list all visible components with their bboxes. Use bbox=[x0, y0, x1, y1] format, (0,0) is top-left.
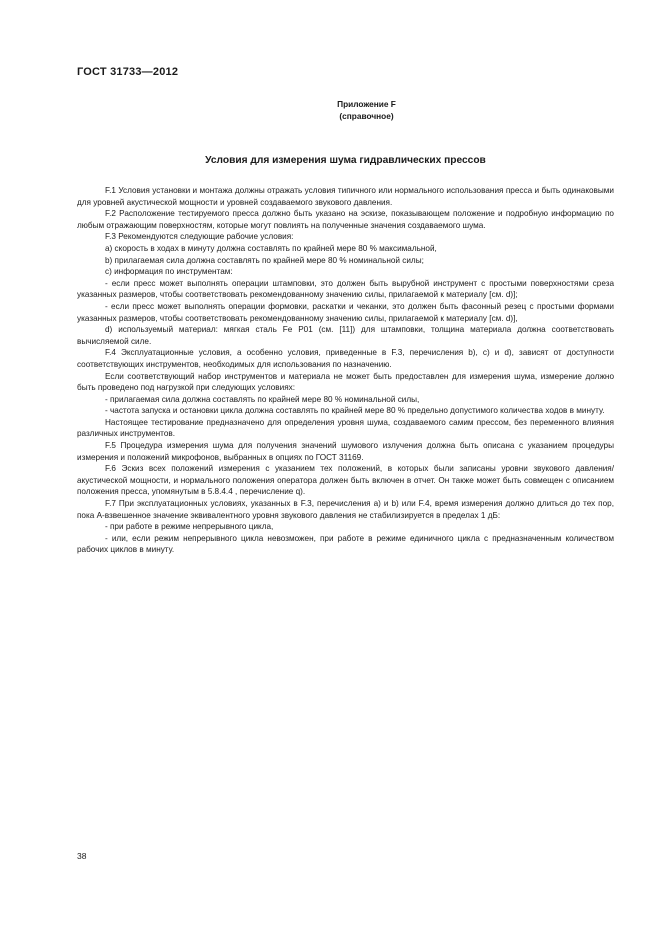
list-item-c-forming: - если пресс может выполнять операции формовки, раскатки и чеканки, это должен быть фасонный резец с простыми формами указанных размеров, чтобы соответствовать рекомендованному значению силы, прилагаемой к материалу [см. d)], bbox=[77, 301, 614, 323]
section-title: Условия для измерения шума гидравлических прессов bbox=[205, 155, 486, 166]
paragraph-f6: F.6 Эскиз всех положений измерения с указанием тех положений, в которых были записаны уровни звукового давления/акустической мощности, и нормального положения оператора должен быть включен в отчет. Он также может быть совмещен с описанием положения пресса, упомянутым в 5.8.4.4 , перечисление q). bbox=[77, 464, 614, 497]
paragraph-f1: F.1 Условия установки и монтажа должны отражать условия типичного или нормального использования пресса и быть одинаковыми для уровней акустической мощности и уровней создаваемого звукового давления. bbox=[77, 186, 614, 207]
annex-kind: (справочное) bbox=[339, 111, 394, 121]
annex-label: Приложение F bbox=[337, 99, 396, 109]
paragraph-f5: F.5 Процедура измерения шума для получения значений шумового излучения должна быть описана с указанием процедуры измерения и положений микрофонов, выбранных в опциях по ГОСТ 31169. bbox=[77, 441, 614, 462]
list-item-force: - прилагаемая сила должна составлять по крайней мере 80 % номинальной силы, bbox=[105, 394, 420, 404]
paragraph-f2: F.2 Расположение тестируемого пресса должно быть указано на эскизе, показывающем положение и подробную информацию по любым отражающим поверхностям, которые могут повлиять на полученные значения создаваемого шума. bbox=[77, 209, 614, 230]
annex-heading bbox=[0, 98, 661, 122]
paragraph-f4-alt: Если соответствующий набор инструментов и материала не может быть предоставлен для измерения шума, измерение должно быть проведено под нагрузкой при следующих условиях: bbox=[77, 371, 614, 393]
body-text bbox=[77, 185, 614, 556]
list-item-d: d) используемый материал: мягкая сталь Fe P01 (см. [11]) для штамповки, толщина материала должна соответствовать вычисляемой силе. bbox=[77, 325, 614, 346]
list-item-b: b) прилагаемая сила должна составлять по крайней мере 80 % номинальной силы; bbox=[105, 255, 424, 265]
document-code: ГОСТ 31733—2012 bbox=[77, 66, 179, 78]
list-item-continuous: - при работе в режиме непрерывного цикла, bbox=[105, 522, 274, 532]
page-number: 38 bbox=[77, 851, 87, 861]
paragraph-f3: F.3 Рекомендуются следующие рабочие условия: bbox=[105, 232, 294, 242]
paragraph-f7: F.7 При эксплуатационных условиях, указанных в F.3, перечисления а) и b) или F.4, время измерения должно длиться до тех пор, пока А-взвешенное значение эквивалентного уровня звукового давления не стабилизируется в пределах 1 дБ: bbox=[77, 499, 614, 520]
list-item-single: - или, если режим непрерывного цикла невозможен, при работе в режиме единичного цикла с предназначенным количеством рабочих циклов в минуту. bbox=[77, 533, 614, 555]
list-item-a: а) скорость в ходах в минуту должна составлять по крайней мере 80 % максимальной, bbox=[105, 243, 437, 253]
list-item-c-stamping: - если пресс может выполнять операции штамповки, это должен быть вырубной инструмент с простыми поверхностями среза указанных размеров, чтобы соответствовать рекомендованному значению силы, прилагаемой к материалу [см. d)]; bbox=[77, 278, 614, 300]
paragraph-purpose: Настоящее тестирование предназначено для определения уровня шума, создаваемого самим прессом, без переменного влияния различных инструментов. bbox=[77, 417, 614, 439]
paragraph-f4: F.4 Эксплуатационные условия, а особенно условия, приведенные в F.3, перечисления b), с) и d), зависят от доступности соответствующих инструментов, необходимых для использования по назначению. bbox=[77, 348, 614, 369]
list-item-frequency: - частота запуска и остановки цикла должна составлять по крайней мере 80 % предельно допустимого количества ходов в минуту. bbox=[105, 406, 605, 416]
list-item-c: с) информация по инструментам: bbox=[105, 267, 233, 277]
